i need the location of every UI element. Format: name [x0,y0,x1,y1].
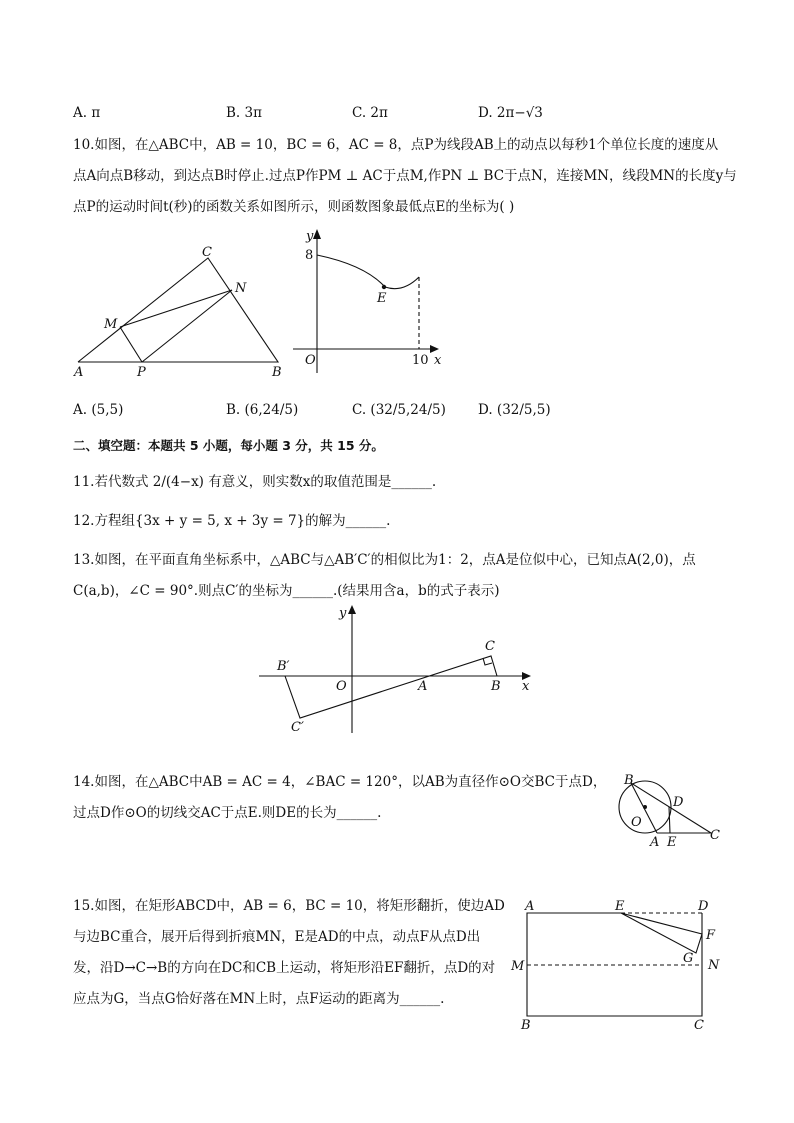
q10-function-graph [285,225,450,380]
q15-label-g: G [683,951,694,966]
section-heading-fill-blank: 二、填空题：本题共 5 小题，每小题 3 分，共 15 分。 [73,438,384,453]
q10-label-m: M [104,317,118,332]
q10-label-n: N [235,281,247,296]
q14-label-o: O [631,815,642,830]
q10-line-3: 点P的运动时间t(秒)的函数关系如图所示，则函数图象最低点E的坐标为( ) [73,199,515,215]
q15-label-n: N [708,958,720,973]
q13-label-y: y [339,606,347,621]
q9-option-d: D. 2π−√3 [478,105,543,121]
graph-label-y: y [306,229,314,244]
q13-label-a: A [418,679,428,694]
q15-label-b: B [521,1018,531,1033]
q15-rectangle-figure [505,895,730,1035]
q10-triangle-figure [70,240,290,380]
q14-line-1: 14.如图，在△ABC中AB = AC = 4，∠BAC = 120°，以AB为直径作⊙O交BC于点D， [73,774,607,790]
q9-option-c: C. 2π [352,105,388,121]
q12-text: 12.方程组{3x + y = 5, x + 3y = 7}的解为______. [73,513,391,529]
q10-line-1: 10.如图，在△ABC中，AB = 10，BC = 6，AC = 8，点P为线段AB上的动点以每秒1个单位长度的速度从 [73,137,719,153]
q10-label-p: P [137,365,146,380]
q13-line-1: 13.如图，在平面直角坐标系中，△ABC与△AB′C′的相似比为1：2，点A是位似中心，已知点A(2,0)，点 [73,552,696,568]
q14-label-d: D [673,795,684,810]
q14-label-a: A [650,835,660,850]
graph-label-10: 10 [412,353,429,368]
q10-option-b: B. (6,24/5) [226,402,299,418]
q15-line-3: 发，沿D→C→B的方向在DC和CB上运动，将矩形沿EF翻折，点D的对 [73,960,496,976]
q15-label-m: M [511,959,525,974]
q10-label-b: B [272,365,282,380]
graph-label-o: O [305,353,316,368]
q15-label-c: C [694,1018,704,1033]
q15-line-4: 应点为G，当点G恰好落在MN上时，点F运动的距离为______. [73,991,445,1007]
q14-circle-figure [615,770,725,850]
q15-line-1: 15.如图，在矩形ABCD中，AB = 6，BC = 10，将矩形翻折，使边AD [73,898,505,914]
q10-option-d: D. (32/5,5) [478,402,551,418]
q10-option-a: A. (5,5) [73,402,124,418]
q11-text: 11.若代数式 2/(4−x) 有意义，则实数x的取值范围是______. [73,474,437,490]
q13-label-b: B [491,679,501,694]
q14-label-b: B [624,773,634,788]
q15-label-d: D [698,899,709,914]
q13-label-b-prime: B′ [277,659,290,674]
q9-option-b: B. 3π [226,105,262,121]
q13-label-c-prime: C′ [291,720,304,735]
q15-label-a: A [525,899,535,914]
graph-label-8: 8 [305,248,314,263]
q13-label-x: x [522,679,530,694]
q13-line-2: C(a,b)，∠C = 90°.则点C′的坐标为______.(结果用含a，b的式子表示) [73,583,500,599]
q15-label-e: E [615,899,625,914]
q10-line-2: 点A向点B移动，到达点B时停止.过点P作PM ⊥ AC于点M,作PN ⊥ BC于点N，连接MN，线段MN的长度y与 [73,168,737,184]
graph-label-x: x [434,353,442,368]
q14-line-2: 过点D作⊙O的切线交AC于点E.则DE的长为______. [73,805,382,821]
q15-label-f: F [706,928,716,943]
q13-label-o: O [336,679,347,694]
q14-label-e: E [667,835,677,850]
q15-line-2: 与边BC重合，展开后得到折痕MN，E是AD的中点，动点F从点D出 [73,929,481,945]
q13-coordinate-figure [255,603,535,738]
q9-option-a: A. π [73,105,101,121]
graph-label-e: E [377,291,387,306]
q10-label-a: A [74,365,84,380]
q14-label-c: C [710,828,720,843]
q10-label-c: C [202,245,212,260]
q10-option-c: C. (32/5,24/5) [352,402,446,418]
q13-label-c: C [485,639,495,654]
